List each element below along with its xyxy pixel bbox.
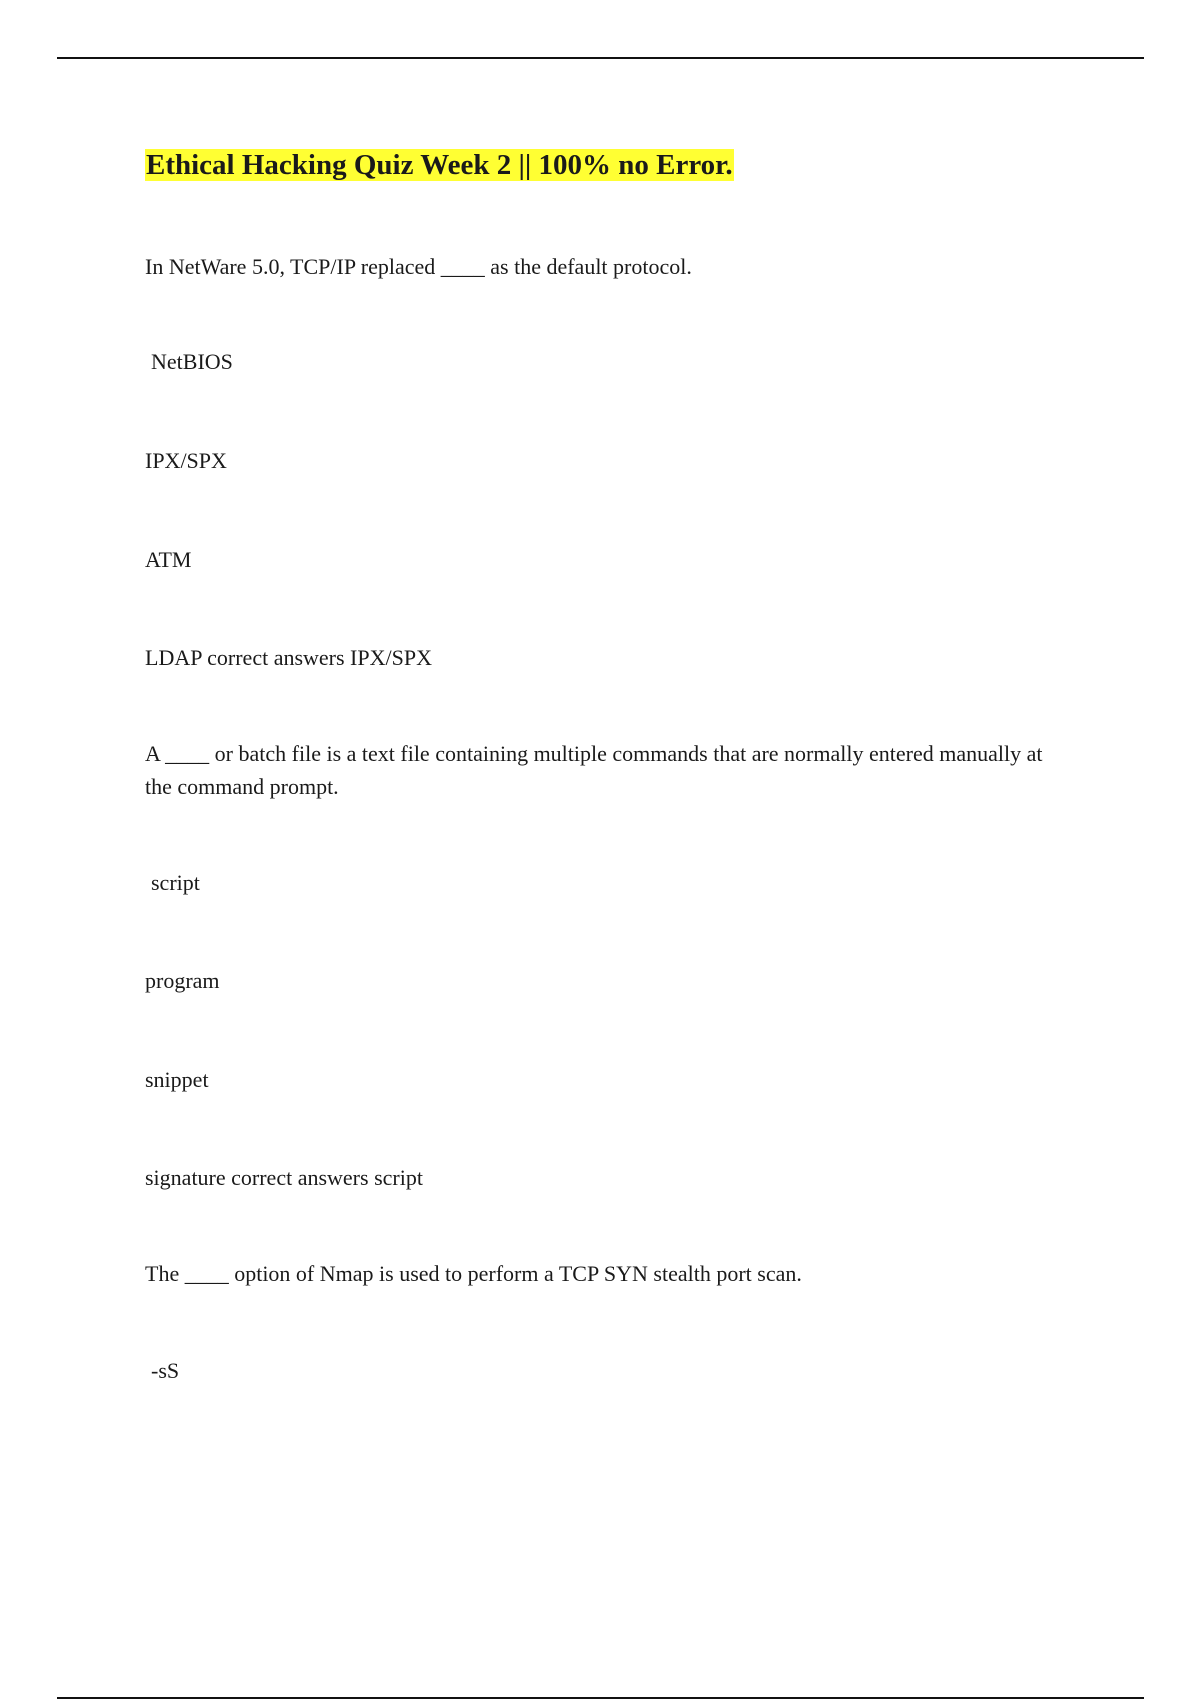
- q1-option-ldap-answer: LDAP correct answers IPX/SPX: [145, 645, 432, 670]
- document-title: [145, 145, 734, 185]
- q2-option-snippet: snippet: [145, 1067, 209, 1092]
- q2-option-script: script: [151, 870, 200, 895]
- q1-option-ipx-spx: IPX/SPX: [145, 448, 227, 473]
- top-rule: [57, 57, 1144, 59]
- question-2: A ____ or batch file is a text file containing multiple commands that are normally entered manually at the command prompt.: [145, 741, 1043, 799]
- bottom-rule: [57, 1697, 1144, 1699]
- document-title-text: Ethical Hacking Quiz Week 2 || 100% no Error.: [146, 149, 733, 181]
- q1-option-netbios: NetBIOS: [151, 349, 233, 374]
- q2-option-program: program: [145, 968, 220, 993]
- q1-option-atm: ATM: [145, 547, 192, 572]
- q2-option-signature-answer: signature correct answers script: [145, 1165, 423, 1190]
- q3-option-ss: -sS: [151, 1358, 180, 1383]
- question-3: The ____ option of Nmap is used to perform a TCP SYN stealth port scan.: [145, 1261, 802, 1286]
- question-1: In NetWare 5.0, TCP/IP replaced ____ as the default protocol.: [145, 254, 692, 279]
